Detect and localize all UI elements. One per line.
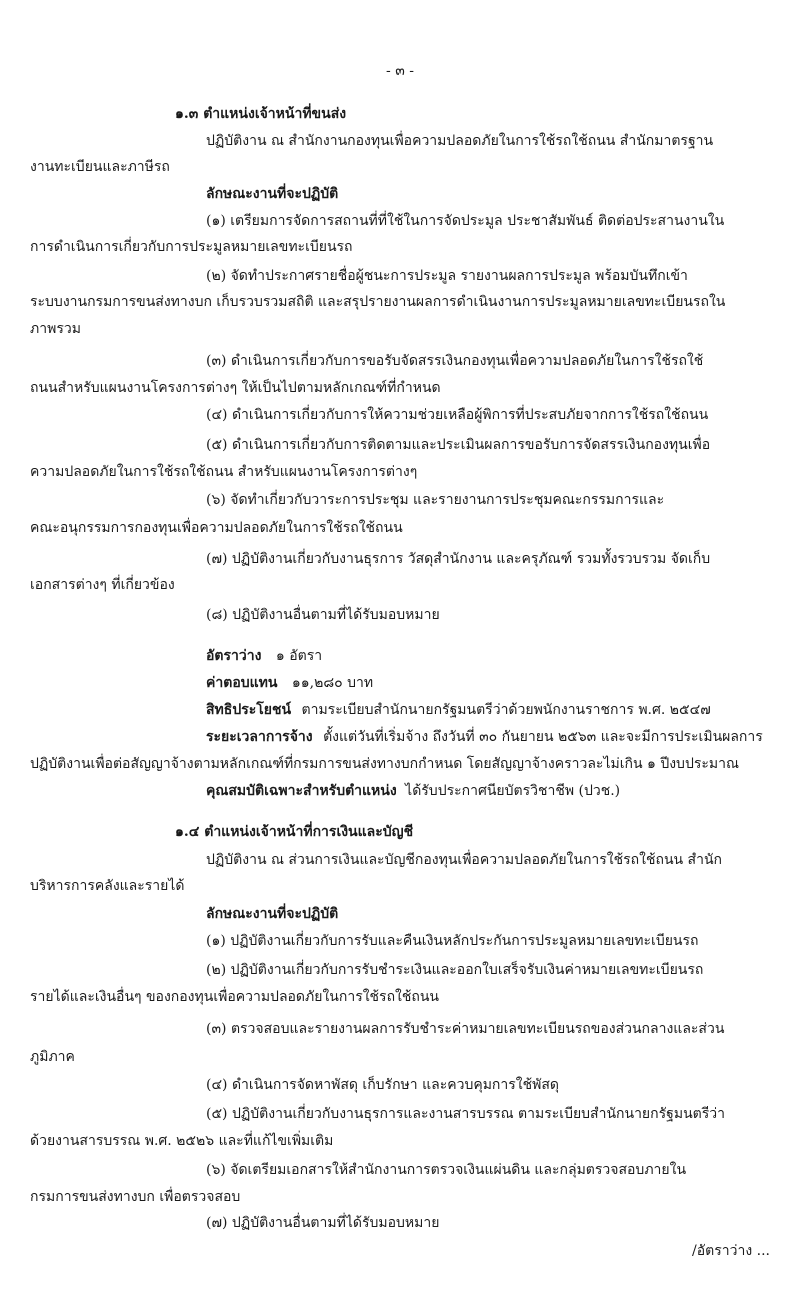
duty-item: การดำเนินการเกี่ยวกับการประมูลหมายเลขทะเบียนรถ [30,239,353,255]
paragraph-line: งานทะเบียนและภาษีรถ [30,159,170,175]
duty-item: (๖) จัดทำเกี่ยวกับวาระการประชุม และรายงานการประชุมคณะกรรมการและ [206,492,665,508]
term-value: ตั้งแต่วันที่เริ่มจ้าง ถึงวันที่ ๓๐ กันยายน ๒๕๖๓ และจะมีการประเมินผลการ [323,729,763,745]
vacancy-row [206,646,322,666]
paragraph-line: ปฏิบัติงาน ณ ส่วนการเงินและบัญชีกองทุนเพื่อความปลอดภัยในการใช้รถใช้ถนน สำนัก [206,852,722,868]
continuation-note: /อัตราว่าง ... [692,1243,770,1259]
qualification-label: คุณสมบัติเฉพาะสำหรับตำแหน่ง [206,783,397,799]
duty-item: ความปลอดภัยในการใช้รถใช้ถนน สำหรับแผนงานโครงการต่างๆ [30,464,418,480]
duty-item: (๗) ปฏิบัติงานอื่นตามที่ได้รับมอบหมาย [206,1215,440,1231]
duty-item: ภูมิภาค [30,1049,75,1065]
paragraph-line: บริหารการคลังและรายได้ [30,878,185,894]
paragraph-line: ปฏิบัติงาน ณ สำนักงานกองทุนเพื่อความปลอดภัยในการใช้รถใช้ถนน สำนักมาตรฐาน [206,133,714,149]
duty-item: (๕) ดำเนินการเกี่ยวกับการติดตามและประเมินผลการขอรับการจัดสรรเงินกองทุนเพื่อ [206,437,711,453]
duties-heading: ลักษณะงานที่จะปฏิบัติ [206,906,339,922]
duty-item: (๔) ดำเนินการเกี่ยวกับการให้ความช่วยเหลือผู้พิการที่ประสบภัยจากการใช้รถใช้ถนน [206,407,709,423]
duty-item: (๒) จัดทำประกาศรายชื่อผู้ชนะการประมูล รายงานผลการประมูล พร้อมบันทึกเข้า [206,268,688,284]
duty-item: (๗) ปฏิบัติงานเกี่ยวกับงานธุรการ วัสดุสำนักงาน และครุภัณฑ์ รวมทั้งรวบรวม จัดเก็บ [206,551,711,567]
duty-item: คณะอนุกรรมการกองทุนเพื่อความปลอดภัยในการใช้รถใช้ถนน [30,520,403,536]
duty-item: (๕) ปฏิบัติงานเกี่ยวกับงานธุรการและงานสารบรรณ ตามระเบียบสำนักนายกรัฐมนตรีว่า [206,1106,725,1122]
duty-item: กรมการขนส่งทางบก เพื่อตรวจสอบ [30,1189,241,1205]
duty-item: ระบบงานกรมการขนส่งทางบก เก็บรวบรวมสถิติ และสรุปรายงานผลการดำเนินงานการประมูลหมายเลขทะเบียนรถใน [30,294,726,310]
duty-item: (๓) ดำเนินการเกี่ยวกับการขอรับจัดสรรเงินกองทุนเพื่อความปลอดภัยในการใช้รถใช้ [206,353,704,369]
duty-item: ถนนสำหรับแผนงานโครงการต่างๆ ให้เป็นไปตามหลักเกณฑ์ที่กำหนด [30,380,441,396]
section-heading: ๑.๓ ตำแหน่งเจ้าหน้าที่ขนส่ง [175,106,347,122]
benefit-row [206,700,711,720]
pay-row [206,673,373,693]
qualification-row [206,781,620,801]
duty-item: (๑) เตรียมการจัดการสถานที่ที่ใช้ในการจัดประมูล ประชาสัมพันธ์ ติดต่อประสานงานใน [206,213,725,229]
pay-label: ค่าตอบแทน [206,675,278,691]
vacancy-label: อัตราว่าง [206,648,262,664]
duty-item: ด้วยงานสารบรรณ พ.ศ. ๒๕๒๖ และที่แก้ไขเพิ่มเติม [30,1133,334,1149]
vacancy-value: ๑ อัตรา [275,648,323,664]
duty-item: ภาพรวม [30,321,81,337]
page-number: - ๓ - [386,63,414,79]
duty-item: (๖) จัดเตรียมเอกสารให้สำนักงานการตรวจเงินแผ่นดิน และกลุ่มตรวจสอบภายใน [206,1162,687,1178]
duty-item: (๔) ดำเนินการจัดหาพัสดุ เก็บรักษา และควบคุมการใช้พัสดุ [206,1077,559,1093]
duty-item: (๓) ตรวจสอบและรายงานผลการรับชำระค่าหมายเลขทะเบียนรถของส่วนกลางและส่วน [206,1021,725,1037]
duty-item: (๘) ปฏิบัติงานอื่นตามที่ได้รับมอบหมาย [206,607,440,623]
term-label: ระยะเวลาการจ้าง [206,729,313,745]
duty-item: เอกสารต่างๆ ที่เกี่ยวข้อง [30,577,175,593]
section-heading: ๑.๔ ตำแหน่งเจ้าหน้าที่การเงินและบัญชี [175,824,414,840]
qualification-value: ได้รับประกาศนียบัตรวิชาชีพ (ปวช.) [405,783,621,799]
benefit-label: สิทธิประโยชน์ [206,702,292,718]
paragraph-line: ปฏิบัติงานเพื่อต่อสัญญาจ้างตามหลักเกณฑ์ที่กรมการขนส่งทางบกกำหนด โดยสัญญาจ้างคราวละไม่เกิน ๑ ปีงบประมาณ [30,756,739,772]
term-row [206,727,763,747]
duties-heading: ลักษณะงานที่จะปฏิบัติ [206,186,339,202]
duty-item: รายได้และเงินอื่นๆ ของกองทุนเพื่อความปลอดภัยในการใช้รถใช้ถนน [30,989,440,1005]
pay-value: ๑๑,๒๘๐ บาท [291,675,374,691]
duty-item: (๒) ปฏิบัติงานเกี่ยวกับการรับชำระเงินและออกใบเสร็จรับเงินค่าหมายเลขทะเบียนรถ [206,962,704,978]
benefit-value: ตามระเบียบสำนักนายกรัฐมนตรีว่าด้วยพนักงานราชการ พ.ศ. ๒๕๔๗ [301,702,711,718]
duty-item: (๑) ปฏิบัติงานเกี่ยวกับการรับและคืนเงินหลักประกันการประมูลหมายเลขทะเบียนรถ [206,933,699,949]
